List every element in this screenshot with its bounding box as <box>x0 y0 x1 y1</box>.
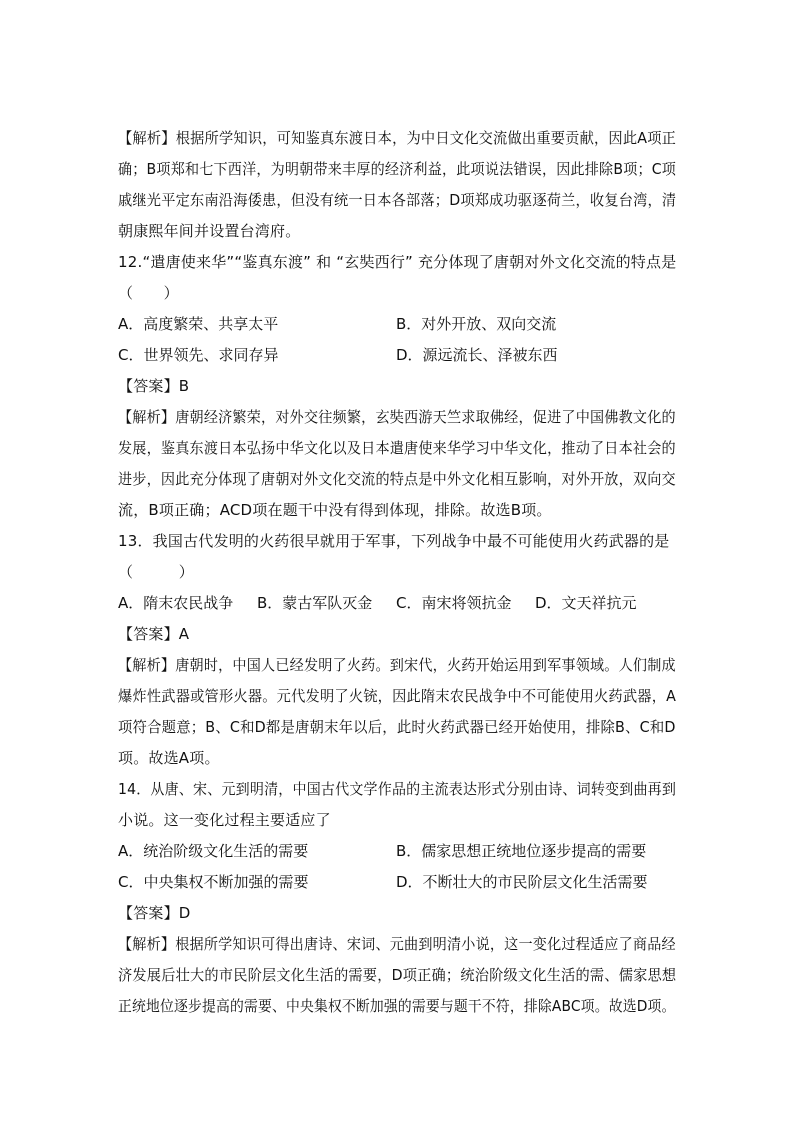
q13-stem-blank: （ ） <box>118 563 195 581</box>
q14-option-d: D．不断壮大的市民阶层文化生活需要 <box>396 873 648 891</box>
q13-analysis-line: 项。故选A项。 <box>118 749 220 767</box>
q12-analysis-line: 发展，鉴真东渡日本弘扬中华文化以及日本遣唐使来华学习中华文化，推动了日本社会的 <box>118 439 676 457</box>
q12-option-d: D．源远流长、泽被东西 <box>396 346 558 364</box>
q12-option-a: A．高度繁荣、共享太平 <box>118 315 279 333</box>
q12-option-b: B．对外开放、双向交流 <box>396 315 557 333</box>
q13-analysis-line: 项符合题意；B、C和D都是唐朝末年以后，此时火药武器已经开始使用，排除B、C和D <box>118 718 676 736</box>
q12-stem-blank: （ ） <box>118 284 179 302</box>
q14-stem-cont: 小说。这一变化过程主要适应了 <box>118 811 331 829</box>
q12-analysis-line: 进步，因此充分体现了唐朝对外文化交流的特点是中外文化相互影响，对外开放，双向交 <box>118 470 676 488</box>
q14-answer: 【答案】D <box>118 904 191 922</box>
q13-analysis-line: 【解析】唐朝时，中国人已经发明了火药。到宋代，火药开始运用到军事领域。人们制成 <box>118 656 676 674</box>
q12-analysis-line: 【解析】唐朝经济繁荣，对外交往频繁，玄奘西游天竺求取佛经，促进了中国佛教文化的 <box>118 408 676 426</box>
q13-analysis-line: 爆炸性武器或管形火器。元代发明了火铳，因此隋末农民战争中不可能使用火药武器，A <box>118 687 677 705</box>
q12-option-c: C．世界领先、求同存异 <box>118 346 279 364</box>
q13-option-b: B．蒙古军队灭金 <box>257 594 373 612</box>
q14-stem: 14．从唐、宋、元到明清，中国古代文学作品的主流表达形式分别由诗、词转变到曲再到 <box>118 780 677 798</box>
q13-option-a: A．隋末农民战争 <box>118 594 234 612</box>
q11-analysis-line: 【解析】根据所学知识，可知鉴真东渡日本，为中日文化交流做出重要贡献，因此A项正 <box>118 129 677 147</box>
q11-analysis-line: 戚继光平定东南沿海倭患，但没有统一日本各部落；D项郑成功驱逐荷兰，收复台湾，清 <box>118 191 677 209</box>
q12-answer: 【答案】B <box>118 377 190 395</box>
q12-analysis-line: 流，B项正确；ACD项在题干中没有得到体现，排除。故选B项。 <box>118 501 552 519</box>
q13-answer: 【答案】A <box>118 625 190 643</box>
q13-option-c: C．南宋将领抗金 <box>396 594 512 612</box>
q14-analysis-line: 【解析】根据所学知识可得出唐诗、宋词、元曲到明清小说，这一变化过程适应了商品经 <box>118 935 676 953</box>
q13-stem: 13．我国古代发明的火药很早就用于军事，下列战争中最不可能使用火药武器的是 <box>118 532 670 550</box>
q11-analysis-line: 朝康熙年间并设置台湾府。 <box>118 222 301 240</box>
q14-option-a: A．统治阶级文化生活的需要 <box>118 842 309 860</box>
q14-option-c: C．中央集权不断加强的需要 <box>118 873 309 891</box>
q11-analysis-line: 确；B项郑和七下西洋，为明朝带来丰厚的经济利益，此项说法错误，因此排除B项；C项 <box>118 160 677 178</box>
q14-option-b: B．儒家思想正统地位逐步提高的需要 <box>396 842 647 860</box>
q14-analysis-line: 济发展后壮大的市民阶层文化生活的需要，D项正确；统治阶级文化生活的需、儒家思想 <box>118 966 677 984</box>
q12-stem: 12.“遣唐使来华”“鉴真东渡” 和 “玄奘西行” 充分体现了唐朝对外文化交流的特点是 <box>118 253 677 271</box>
q13-option-d: D．文天祥抗元 <box>535 594 637 612</box>
q14-analysis-line: 正统地位逐步提高的需要、中央集权不断加强的需要与题干不符，排除ABC项。故选D项。 <box>118 997 676 1015</box>
